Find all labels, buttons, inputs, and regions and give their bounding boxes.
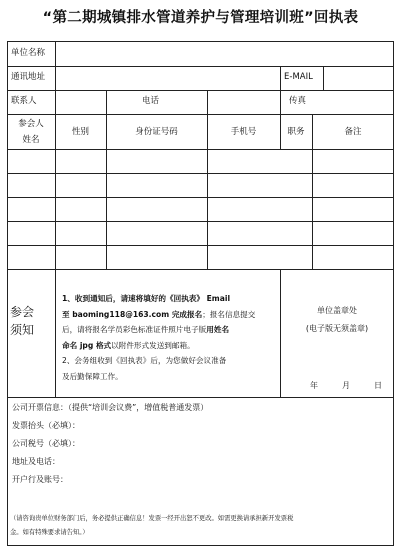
note-item-2-line1: 2、会务组收到《回执表》后，为您做好会议准备 (62, 356, 227, 366)
note-item-1-line2: 至 baoming118@163.com 完成报名；报名信息提交 (62, 309, 256, 319)
invoice-info-heading: 公司开票信息：（提供“培训会议费”，增值税普通发票） (12, 403, 209, 412)
note-item-1-line4: 命名 jpg 格式以附件形式发送到邮箱。 (62, 340, 195, 350)
position-header: 职务 (287, 127, 305, 137)
gender-header: 性别 (71, 127, 89, 137)
column-divider (106, 90, 107, 269)
address-label: 通讯地址 (11, 72, 46, 82)
row-divider (7, 149, 394, 150)
page-title: “第二期城镇排水管道养护与管理培训班”回执表 (42, 10, 359, 26)
row-divider (7, 397, 394, 398)
note-email-instruction: 至 baoming118@163.com 完成报名 (62, 309, 203, 319)
stamp-label: 单位盖章处 (317, 306, 357, 315)
notes-label-line2: 须知 (10, 323, 35, 337)
row-divider (7, 221, 394, 222)
participant-name-header-line2: 姓名 (22, 135, 40, 145)
bank-account-field: 开户行及账号： (12, 475, 68, 484)
row-divider (7, 173, 394, 174)
column-divider (207, 90, 208, 269)
date-month: 月 (342, 381, 350, 390)
mobile-header: 手机号 (230, 127, 257, 137)
invoice-footnote (10, 512, 390, 540)
contact-person-label: 联系人 (11, 96, 37, 106)
address-phone-field: 地址及电话： (12, 457, 60, 466)
row-divider (7, 197, 394, 198)
participant-name-header-line1: 参会人 (18, 119, 44, 129)
stamp-note: (电子版无须盖章) (305, 324, 369, 333)
row-divider (7, 114, 394, 115)
phone-label: 电话 (142, 96, 160, 106)
date-day: 日 (374, 381, 382, 390)
unit-name-label: 单位名称 (11, 48, 46, 58)
date-year: 年 (310, 381, 318, 390)
row-divider (7, 66, 394, 67)
remarks-header: 备注 (344, 127, 362, 137)
invoice-title-field: 发票抬头（必填）： (12, 421, 80, 430)
note-item-2-line2: 及后勤保障工作。 (62, 371, 123, 381)
footnote-line1: （请咨询贵单位财务部门后，务必提供正确信息！发票一经开出恕不更改。如需更换请承担新开发票税 (10, 515, 294, 522)
note-item-1-line3: 后，请将报名学员彩色标准证件照片电子版用姓名 (62, 325, 230, 335)
column-divider (323, 66, 324, 90)
notes-label-line1: 参会 (10, 305, 35, 319)
tax-number-field: 公司税号（必填）： (12, 439, 80, 448)
row-divider (7, 245, 394, 246)
date-line (310, 380, 382, 391)
note-item-1-line1: 1、收到通知后，请速将填好的《回执表》 Email (62, 294, 231, 303)
fax-label: 传真 (289, 96, 307, 106)
id-number-header: 身份证号码 (135, 127, 178, 137)
stamp-area (281, 302, 393, 338)
column-divider (55, 41, 56, 397)
email-label: E-MAIL (284, 72, 313, 82)
row-divider (7, 90, 394, 91)
notes-content (62, 291, 278, 385)
footnote-line2: 金。如有特殊要求请告知。） (10, 529, 89, 536)
row-divider (7, 269, 394, 270)
